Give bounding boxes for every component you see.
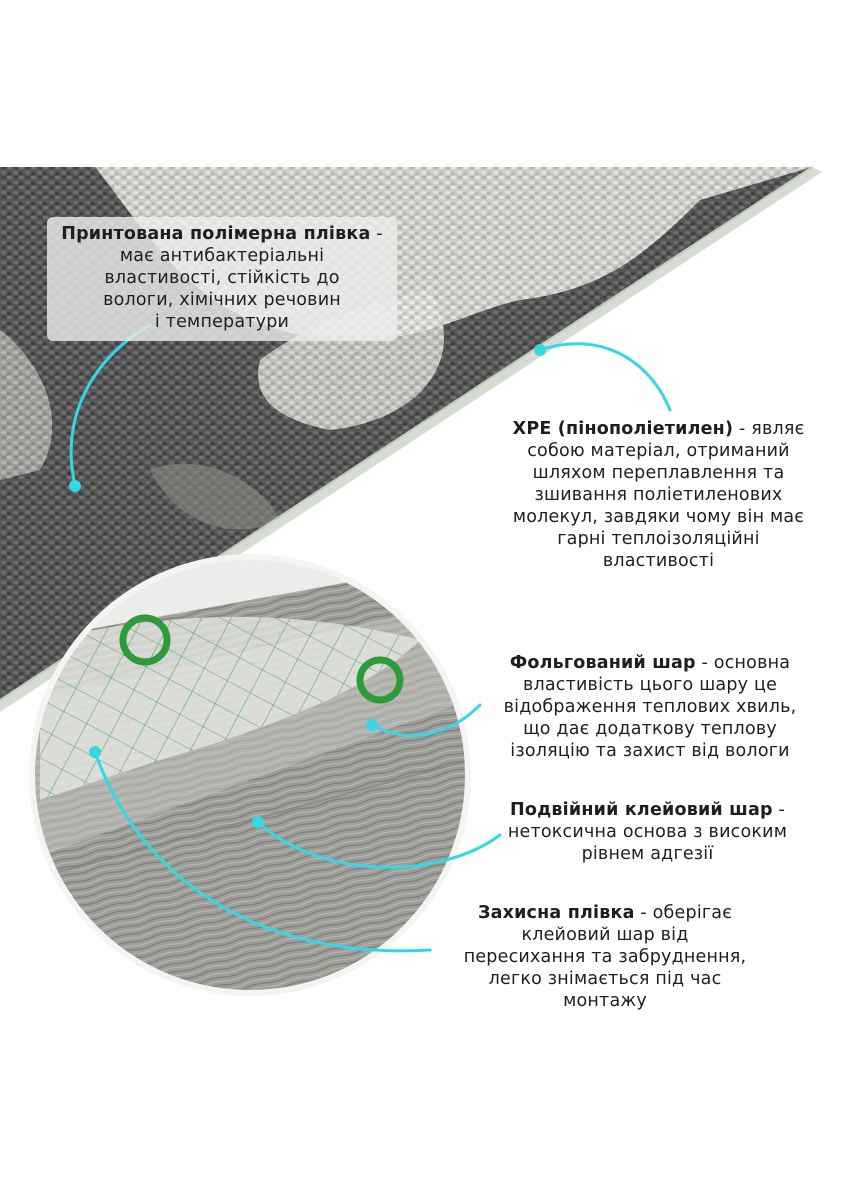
callout-foil-layer (475, 652, 825, 762)
callout-line: клейовий шар від (521, 925, 689, 945)
callout-line: - оберігає (634, 903, 733, 923)
callout-line: властивості (602, 551, 715, 571)
callout-line: зшивання поліетиленових (534, 485, 783, 505)
dot-adhesive (252, 816, 264, 828)
callout-line: - має антибактеріальні (119, 224, 383, 266)
callout-line: - (772, 800, 785, 820)
callout-title: Принтована полімерна плівка (61, 224, 371, 244)
callout-line: властивість цього шару це (522, 675, 778, 695)
callout-line: і температури (154, 312, 290, 332)
callout-line: що дає додаткову теплову (523, 719, 777, 739)
callout-xpe (486, 418, 831, 572)
callout-line: монтажу (563, 991, 647, 1011)
callout-title: XPE (пінополіетилен) (512, 419, 734, 439)
callout-line: гарні теплоізоляційні (557, 529, 760, 549)
callout-line: ізоляцію та захист від вологи (510, 741, 790, 761)
callout-printed-film (47, 217, 397, 341)
callout-line: легко знімається під час (488, 969, 722, 989)
callout-line: відображення теплових хвиль, (503, 697, 797, 717)
callout-title: Захисна плівка (477, 903, 635, 923)
callout-line: - являє (733, 419, 805, 439)
callout-protective-film (430, 902, 780, 1012)
callout-line: молекул, завдяки чому він має (512, 507, 805, 527)
callout-line: собою матеріал, отриманий (527, 441, 790, 461)
callout-line: - основна (695, 653, 791, 673)
dot-protective (89, 746, 101, 758)
callout-line: пересихання та забруднення, (463, 947, 747, 967)
callout-title: Фольгований шар (509, 653, 696, 673)
dot-foil (366, 719, 378, 731)
callout-line: рівнем адгезії (581, 844, 714, 864)
leader-xpe (540, 344, 670, 410)
callout-line: властивості, стійкість до (104, 268, 340, 288)
callout-line: вологи, хімічних речовин (103, 290, 341, 310)
callout-title: Подвійний клейовий шар (510, 800, 773, 820)
callout-adhesive-layer (475, 799, 820, 865)
dot-xpe (534, 344, 546, 356)
callout-line: нетоксична основа з високим (507, 822, 788, 842)
callout-line: шляхом переплавлення та (532, 463, 785, 483)
dot-printed-film (69, 480, 81, 492)
